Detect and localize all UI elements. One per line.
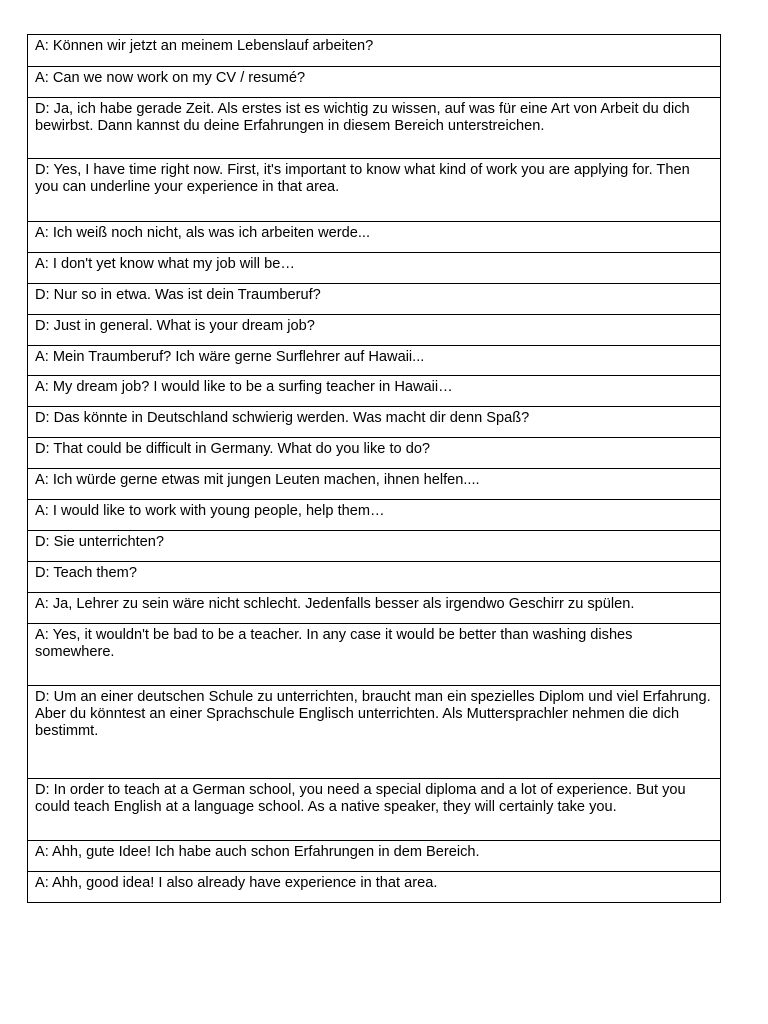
dialogue-cell — [28, 407, 721, 438]
dialogue-cell — [28, 253, 721, 284]
dialogue-cell — [28, 284, 721, 315]
dialogue-cell — [28, 222, 721, 253]
table-row — [28, 159, 721, 222]
dialogue-line-text: A: Ich weiß noch nicht, als was ich arbeiten werde... — [35, 225, 371, 241]
table-row — [28, 407, 721, 438]
dialogue-cell — [28, 98, 721, 159]
table-row — [28, 315, 721, 346]
dialogue-line-text: D: Just in general. What is your dream job? — [35, 318, 315, 334]
dialogue-line-text: A: I would like to work with young people, help them… — [35, 503, 385, 519]
dialogue-line-text: A: My dream job? I would like to be a surfing teacher in Hawaii… — [35, 379, 453, 395]
table-row — [28, 253, 721, 284]
dialogue-line-text: A: Ahh, gute Idee! Ich habe auch schon Erfahrungen in dem Bereich. — [35, 844, 480, 860]
dialogue-line-text: D: Um an einer deutschen Schule zu unterrichten, braucht man ein spezielles Diplom und viel Erfahrung. Aber du könntest an einer Sprachschule Englisch unterrichten. Als Muttersprachler nehmen die dich bestimmt. — [35, 689, 711, 739]
table-row — [28, 98, 721, 159]
dialogue-cell — [28, 872, 721, 903]
table-row — [28, 531, 721, 562]
dialogue-cell — [28, 779, 721, 841]
dialogue-line-text: A: Ja, Lehrer zu sein wäre nicht schlecht. Jedenfalls besser als irgendwo Geschirr zu spülen. — [35, 596, 635, 612]
table-row — [28, 686, 721, 779]
dialogue-line-text: D: That could be difficult in Germany. What do you like to do? — [35, 441, 431, 457]
table-row — [28, 841, 721, 872]
table-row — [28, 438, 721, 469]
dialogue-cell — [28, 376, 721, 407]
dialogue-cell — [28, 593, 721, 624]
dialogue-cell — [28, 346, 721, 376]
dialogue-line-text: A: Ich würde gerne etwas mit jungen Leuten machen, ihnen helfen.... — [35, 472, 480, 488]
dialogue-line-text: D: Teach them? — [35, 565, 137, 581]
dialogue-cell — [28, 159, 721, 222]
table-row — [28, 284, 721, 315]
dialogue-line-text: A: Können wir jetzt an meinem Lebenslauf arbeiten? — [35, 38, 374, 54]
dialogue-cell — [28, 686, 721, 779]
table-row — [28, 562, 721, 593]
table-row — [28, 779, 721, 841]
dialogue-cell — [28, 67, 721, 98]
table-row — [28, 500, 721, 531]
table-row — [28, 593, 721, 624]
dialogue-line-text: A: Mein Traumberuf? Ich wäre gerne Surflehrer auf Hawaii... — [35, 349, 425, 365]
dialogue-line-text: A: Can we now work on my CV / resumé? — [35, 70, 306, 86]
dialogue-line-text: A: Yes, it wouldn't be bad to be a teacher. In any case it would be better than washing dishes somewhere. — [35, 627, 633, 660]
dialogue-cell — [28, 531, 721, 562]
dialogue-cell — [28, 624, 721, 686]
dialogue-line-text: D: Das könnte in Deutschland schwierig werden. Was macht dir denn Spaß? — [35, 410, 530, 426]
table-row — [28, 376, 721, 407]
dialogue-line-text: A: I don't yet know what my job will be… — [35, 256, 295, 272]
dialogue-line-text: D: Nur so in etwa. Was ist dein Traumberuf? — [35, 287, 321, 303]
dialogue-cell — [28, 562, 721, 593]
table-row — [28, 346, 721, 376]
dialogue-table — [27, 34, 721, 903]
table-row — [28, 624, 721, 686]
dialogue-line-text: D: Yes, I have time right now. First, it's important to know what kind of work you are applying for. Then you can underline your experience in that area. — [35, 162, 690, 195]
dialogue-cell — [28, 469, 721, 500]
table-row — [28, 872, 721, 903]
dialogue-line-text: A: Ahh, good idea! I also already have experience in that area. — [35, 875, 438, 891]
dialogue-line-text: D: Ja, ich habe gerade Zeit. Als erstes ist es wichtig zu wissen, auf was für eine Art von Arbeit du dich bewirbst. Dann kannst du deine Erfahrungen in diesem Bereich unterstreichen. — [35, 101, 690, 134]
dialogue-line-text: D: In order to teach at a German school, you need a special diploma and a lot of experience. But you could teach English at a language school. As a native speaker, they will certainly take you. — [35, 782, 686, 815]
table-row — [28, 35, 721, 67]
table-row — [28, 469, 721, 500]
dialogue-cell — [28, 315, 721, 346]
table-row — [28, 222, 721, 253]
dialogue-line-text: D: Sie unterrichten? — [35, 534, 164, 550]
dialogue-cell — [28, 35, 721, 67]
dialogue-cell — [28, 438, 721, 469]
dialogue-cell — [28, 841, 721, 872]
dialogue-cell — [28, 500, 721, 531]
table-row — [28, 67, 721, 98]
